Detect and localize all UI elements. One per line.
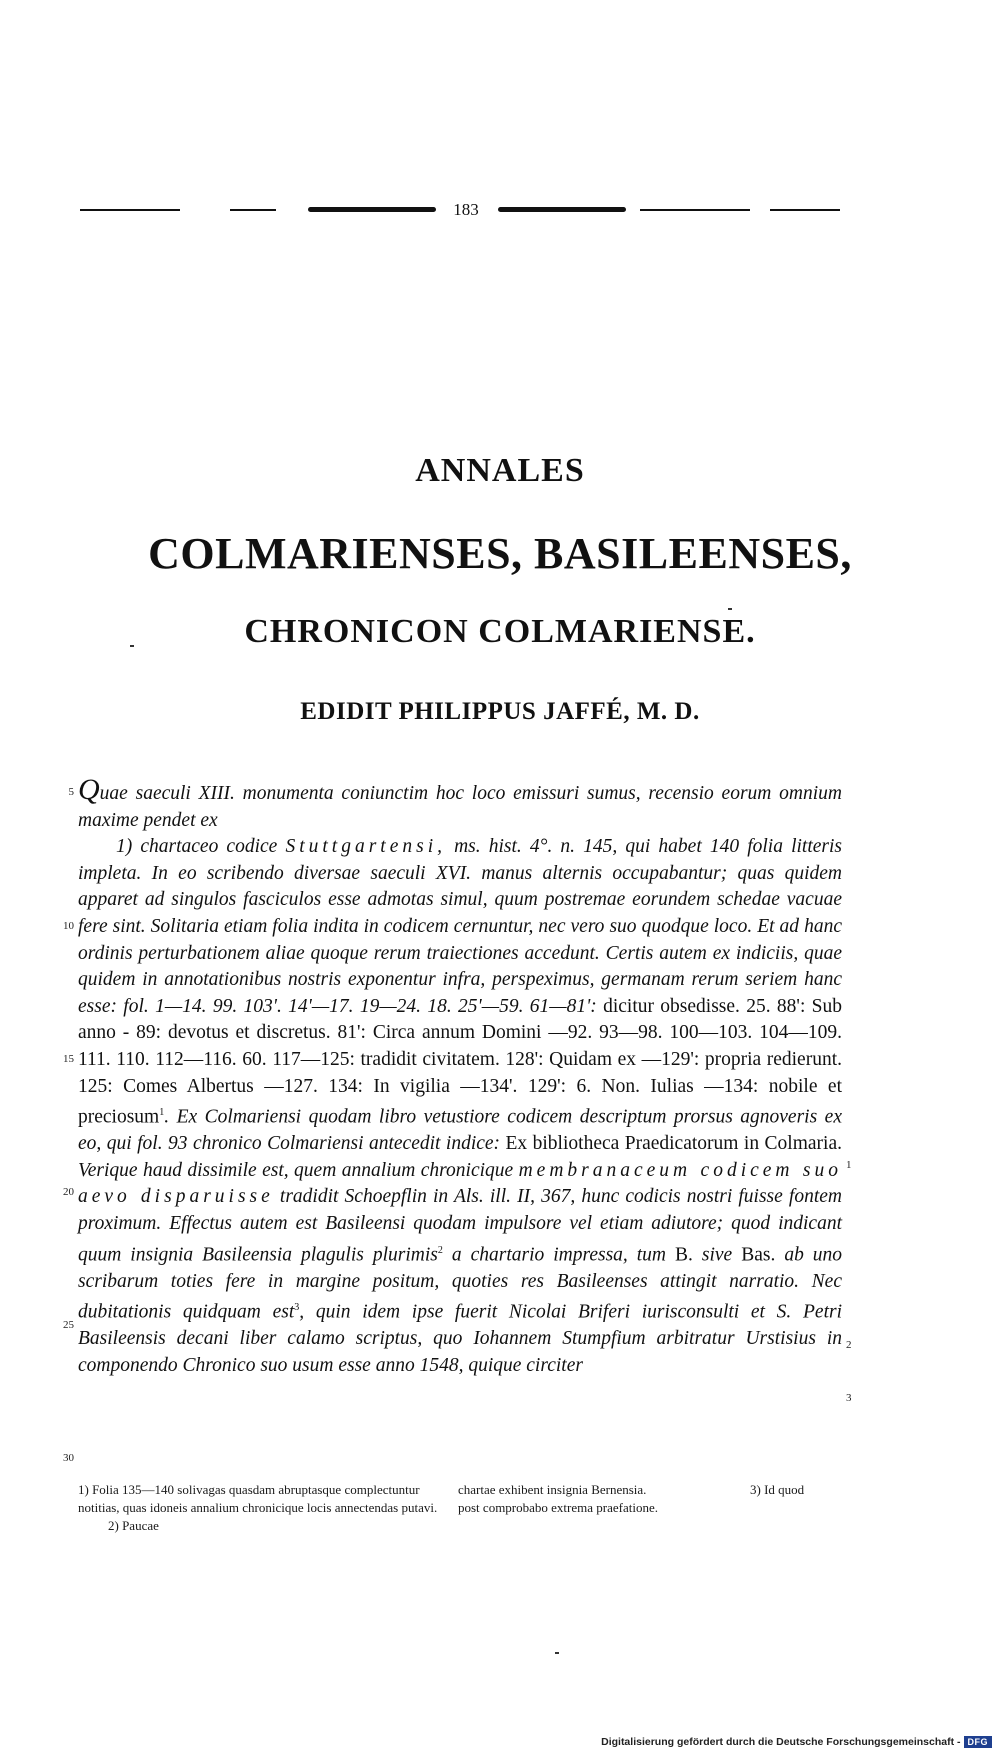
text-segment: 1) chartaceo codice [116,836,278,858]
digitization-credit [601,1736,992,1748]
body-text [78,773,843,1380]
paragraph-intro [78,773,842,834]
footnote-2-label: 2) Paucae [108,1518,159,1533]
line-number: 15 [63,1053,74,1065]
dfg-logo-icon: DFG [964,1736,993,1748]
paragraph-codex [78,834,842,1379]
scan-speck [555,1652,559,1654]
footnote-2 [458,1481,738,1517]
line-number: 25 [63,1319,74,1331]
text-segment-spaced: Stuttgartensi, [285,836,446,858]
drop-cap: Q [78,773,100,806]
editor-line: EDIDIT PHILIPPUS JAFFÉ, M. D. [300,698,700,725]
note-marker: 1 [846,1159,852,1171]
paragraph-intro-text: uae saeculi XIII. monumenta coniunctim hoc loco emissuri sumus, recensio eorum omnium maxime pendet ex [78,783,842,831]
text-segment-spaced: membranaceum codicem suo aevo disparuisse [78,1159,843,1208]
text-segment: ms. hist. 4°. n. 145, qui habet 140 folia litteris impleta. In eo scribendo diversae saeculi XVI. manus alternis occupabantur; quas quidem apparet ad singulos fasciculos esse admotas simul, quum postremae eorundem schedae vacuae fere sint. Solitaria etiam folia indita in codicem cernuntur, nec vero suo quodque loco. Et ad hanc ordinis perturbationem aliae quoque rerum traiectiones accedunt. Certis autem ex indiciis, quae quidem in annotationibus nostris exponentur infra, perspeximus, germanam rerum seriem hanc esse: fol. 1—14. 99. 103'. 14'—17. 19—24. 18. 25'—59. 61—81': [78,836,842,1017]
line-number: 5 [68,786,74,798]
header-rule-right [640,209,750,211]
line-number: 30 [63,1452,74,1464]
note-marker: 3 [846,1392,852,1404]
footnote-3-text: 3) Id quod [750,1482,805,1497]
header-rule-thick-right [498,207,626,212]
text-segment: . Ex Colmariensi quodam libro vetustiore codicem descriptum prorsus agnoveris ex eo, qui fol. 93 chronico Colmariensi antecedit indice: [78,1106,842,1155]
text-segment: , quin idem ipse fuerit Nicolai Briferi iurisconsulti et S. Petri Basileensis decani liber calamo scriptus, quo Iohannem Stumpfium arbitratur Urstisius in componendo Chronico suo usum esse anno 1548, quique circiter [78,1301,842,1376]
footnote-ref: 3 [294,1302,300,1314]
text-segment-roman: Bas. [741,1244,776,1266]
header-rule-right-2 [770,209,840,211]
header-rule-left [80,209,180,211]
header-rule-thick-left [308,207,436,212]
header-rule-left-2 [230,209,276,211]
page-number: 183 [453,200,479,219]
text-segment-roman: Ex bibliotheca Praedicatorum in Colmaria. [505,1133,842,1155]
text-segment: ab uno scribarum toties fere in margine positum, quoties res Basileenses attingit narratio. Nec dubitationis quidquam est [78,1244,843,1323]
scan-speck [130,645,134,647]
footnote-1 [78,1481,450,1535]
title-annales: ANNALES [415,452,585,489]
footnote-ref: 1 [159,1107,165,1119]
text-segment: a chartario impressa, tum [451,1244,667,1266]
title-chronicon: CHRONICON COLMARIENSE. [244,613,756,650]
text-segment: tradidit Schoepflin in Als. ill. II, 367, hunc codicis nostri fuisse fontem proximum. Effectus autem est Basileensi quodam impulsore vel etiam adiutore; quod indicant quum insignia Basileensia plagulis plurimis [78,1186,842,1266]
text-segment-roman: dicitur obsedisse. 25. 88': Sub anno - 89: devotus et discretus. 81': Circa annum Domini —92. 93—98. 100—103. 104—109. 111. 110. 112—116. 60. 117—125: tradidit civitatem. 128': Quidam ex —129': propria redierunt. 125: Comes Albertus —127. 134: In vigilia —134'. 129': 6. Non. Iulias —134: nobile et preciosum [78,995,843,1128]
footnote-1-text: 1) Folia 135—140 solivagas quasdam abruptasque complectuntur notitias, quas idoneis annalium chronicique locis annectendas putavi. [78,1482,438,1515]
text-segment-roman: B. [675,1244,693,1266]
footnote-2-text-cont: post comprobabo extrema praefatione. [458,1500,658,1515]
line-number: 20 [63,1186,74,1198]
footnote-ref: 2 [437,1244,443,1256]
scan-speck [728,608,732,610]
footnote-2-text: chartae exhibent insignia Bernensia. [458,1482,647,1497]
page-header [80,198,840,222]
credit-text: Digitalisierung gefördert durch die Deutsche Forschungsgemeinschaft - [601,1736,961,1748]
footnote-3 [750,1481,842,1499]
title-colmarienses-basileenses: COLMARIENSES, BASILEENSES, [148,529,852,578]
note-marker: 2 [846,1339,852,1351]
text-segment: sive [701,1244,733,1266]
line-number: 10 [63,920,74,932]
text-segment: Verique haud dissimile est, quem annalium chronicique [78,1159,514,1181]
